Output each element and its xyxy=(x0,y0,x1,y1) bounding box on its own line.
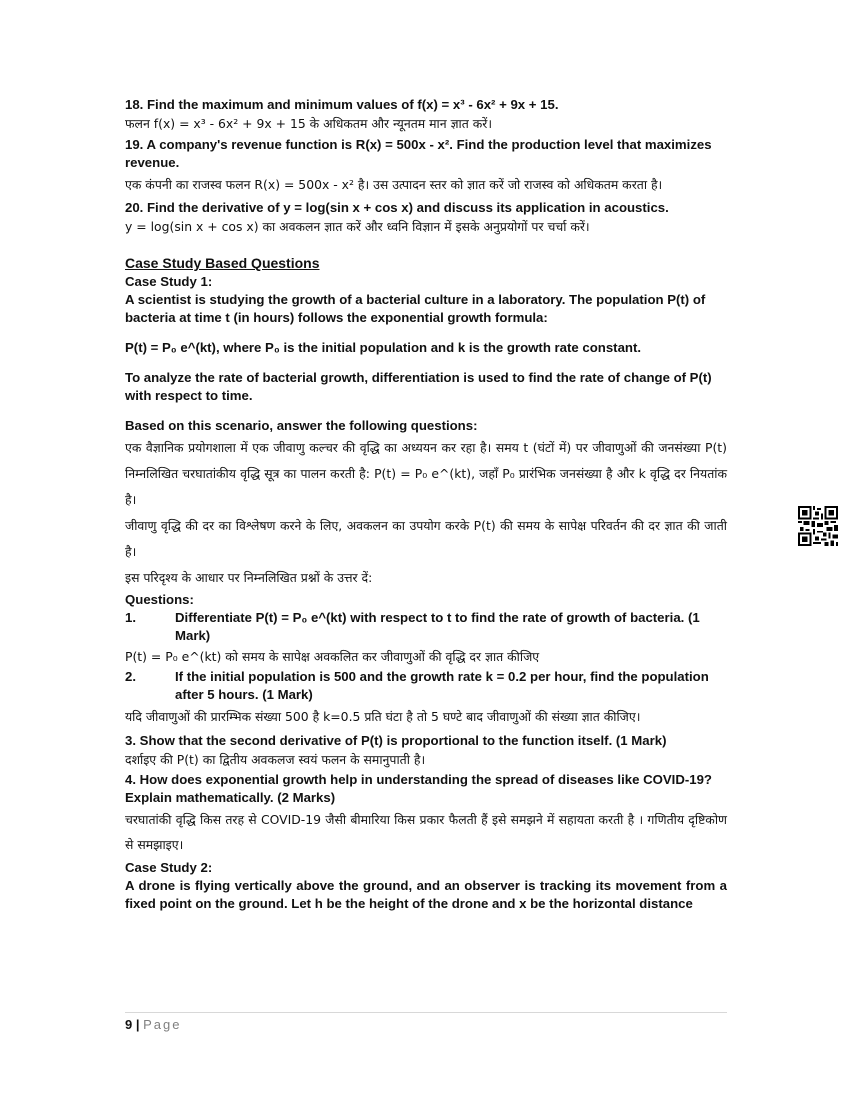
case-study-1-title: Case Study 1: xyxy=(125,274,213,289)
case-study-2-title: Case Study 2: xyxy=(125,860,213,875)
case-study-1-analysis: To analyze the rate of bacterial growth, differentiation is used to find the rate of change of P(t) with respect to time. xyxy=(125,370,712,403)
q19-english: 19. A company's revenue function is R(x) = 500x - x². Find the production level that maximizes revenue. xyxy=(125,137,712,170)
case-study-heading: Case Study Based Questions xyxy=(125,255,320,271)
question-2-english: If the initial population is 500 and the growth rate k = 0.2 per hour, find the population after 5 hours. (1 Mark) xyxy=(175,669,709,702)
case-study-1-intro: A scientist is studying the growth of a bacterial culture in a laboratory. The population P(t) of bacteria at time t (in hours) follows the exponential growth formula: xyxy=(125,292,706,325)
question-2-number: 2. xyxy=(125,669,136,684)
case-study-2-intro: A drone is flying vertically above the ground, and an observer is tracking its movement from a fixed point on the ground. Let h be the height of the drone and x be the horizontal distance xyxy=(125,878,727,911)
case-study-1-hindi-prompt: इस परिदृश्य के आधार पर निम्नलिखित प्रश्नों के उत्तर दें: xyxy=(125,570,373,585)
q18-hindi: फलन f(x) = x³ - 6x² + 9x + 15 के अधिकतम और न्यूनतम मान ज्ञात करें। xyxy=(125,116,493,131)
question-4-hindi: चरघातांकी वृद्धि किस तरह से COVID-19 जैसी बीमारिया किस प्रकार फैलती हैं इसे समझने में सहायता करती है । गणितीय दृष्टिकोण से समझाइए। xyxy=(125,812,727,852)
question-3-english: 3. Show that the second derivative of P(t) is proportional to the function itself. (1 Mark) xyxy=(125,733,667,748)
page-label: Page xyxy=(143,1017,182,1032)
cs1-question-2 xyxy=(125,668,727,704)
case-study-1-prompt: Based on this scenario, answer the following questions: xyxy=(125,418,478,433)
question-3-hindi: दर्शाइए की P(t) का द्वितीय अवकलज स्वयं फलन के समानुपाती है। xyxy=(125,752,426,767)
question-4-english: 4. How does exponential growth help in understanding the spread of diseases like COVID-19? Explain mathematically. (2 Marks) xyxy=(125,772,712,805)
page-footer xyxy=(125,1012,727,1032)
qr-code-icon xyxy=(798,506,838,546)
q20-hindi: y = log(sin x + cos x) का अवकलन ज्ञात करें और ध्वनि विज्ञान में इसके अनुप्रयोगों पर चर्चा करें। xyxy=(125,219,590,234)
questions-label: Questions: xyxy=(125,592,194,607)
q18-english: 18. Find the maximum and minimum values of f(x) = x³ - 6x² + 9x + 15. xyxy=(125,97,559,112)
case-study-1-hindi-intro: एक वैज्ञानिक प्रयोगशाला में एक जीवाणु कल्चर की वृद्धि का अध्ययन कर रहा है। समय t (घंटों में) पर जीवाणुओं की जनसंख्या P(t) निम्नलिखित चरघातांकीय वृद्धि सूत्र का पालन करती है: P(t) = P₀ e^(kt), जहाँ P₀ प्रारंभिक जनसंख्या है और k वृद्धि दर नियतांक है। xyxy=(125,440,727,507)
q20-english: 20. Find the derivative of y = log(sin x + cos x) and discuss its application in acoustics. xyxy=(125,200,669,215)
cs1-question-1 xyxy=(125,609,727,645)
question-1-hindi: P(t) = P₀ e^(kt) को समय के सापेक्ष अवकलित कर जीवाणुओं की वृद्धि दर ज्ञात कीजिए xyxy=(125,649,540,664)
question-1-english: Differentiate P(t) = P₀ e^(kt) with respect to t to find the rate of growth of bacteria. (1 Mark) xyxy=(175,610,700,643)
q19-hindi: एक कंपनी का राजस्व फलन R(x) = 500x - x² है। उस उत्पादन स्तर को ज्ञात करें जो राजस्व को अधिकतम करता है। xyxy=(125,177,663,192)
footer-separator: | xyxy=(135,1017,140,1032)
case-study-1-hindi-analysis: जीवाणु वृद्धि की दर का विश्लेषण करने के लिए, अवकलन का उपयोग करके P(t) की समय के सापेक्ष परिवर्तन की दर ज्ञात की जाती है। xyxy=(125,518,727,559)
case-study-1-formula: P(t) = P₀ e^(kt), where P₀ is the initial population and k is the growth rate constant. xyxy=(125,340,642,355)
page-number: 9 xyxy=(125,1017,133,1032)
question-1-number: 1. xyxy=(125,610,136,625)
page-content xyxy=(125,96,727,913)
question-2-hindi: यदि जीवाणुओं की प्रारम्भिक संख्या 500 है k=0.5 प्रति घंटा है तो 5 घण्टे बाद जीवाणुओं की संख्या ज्ञात कीजिए। xyxy=(125,709,641,724)
